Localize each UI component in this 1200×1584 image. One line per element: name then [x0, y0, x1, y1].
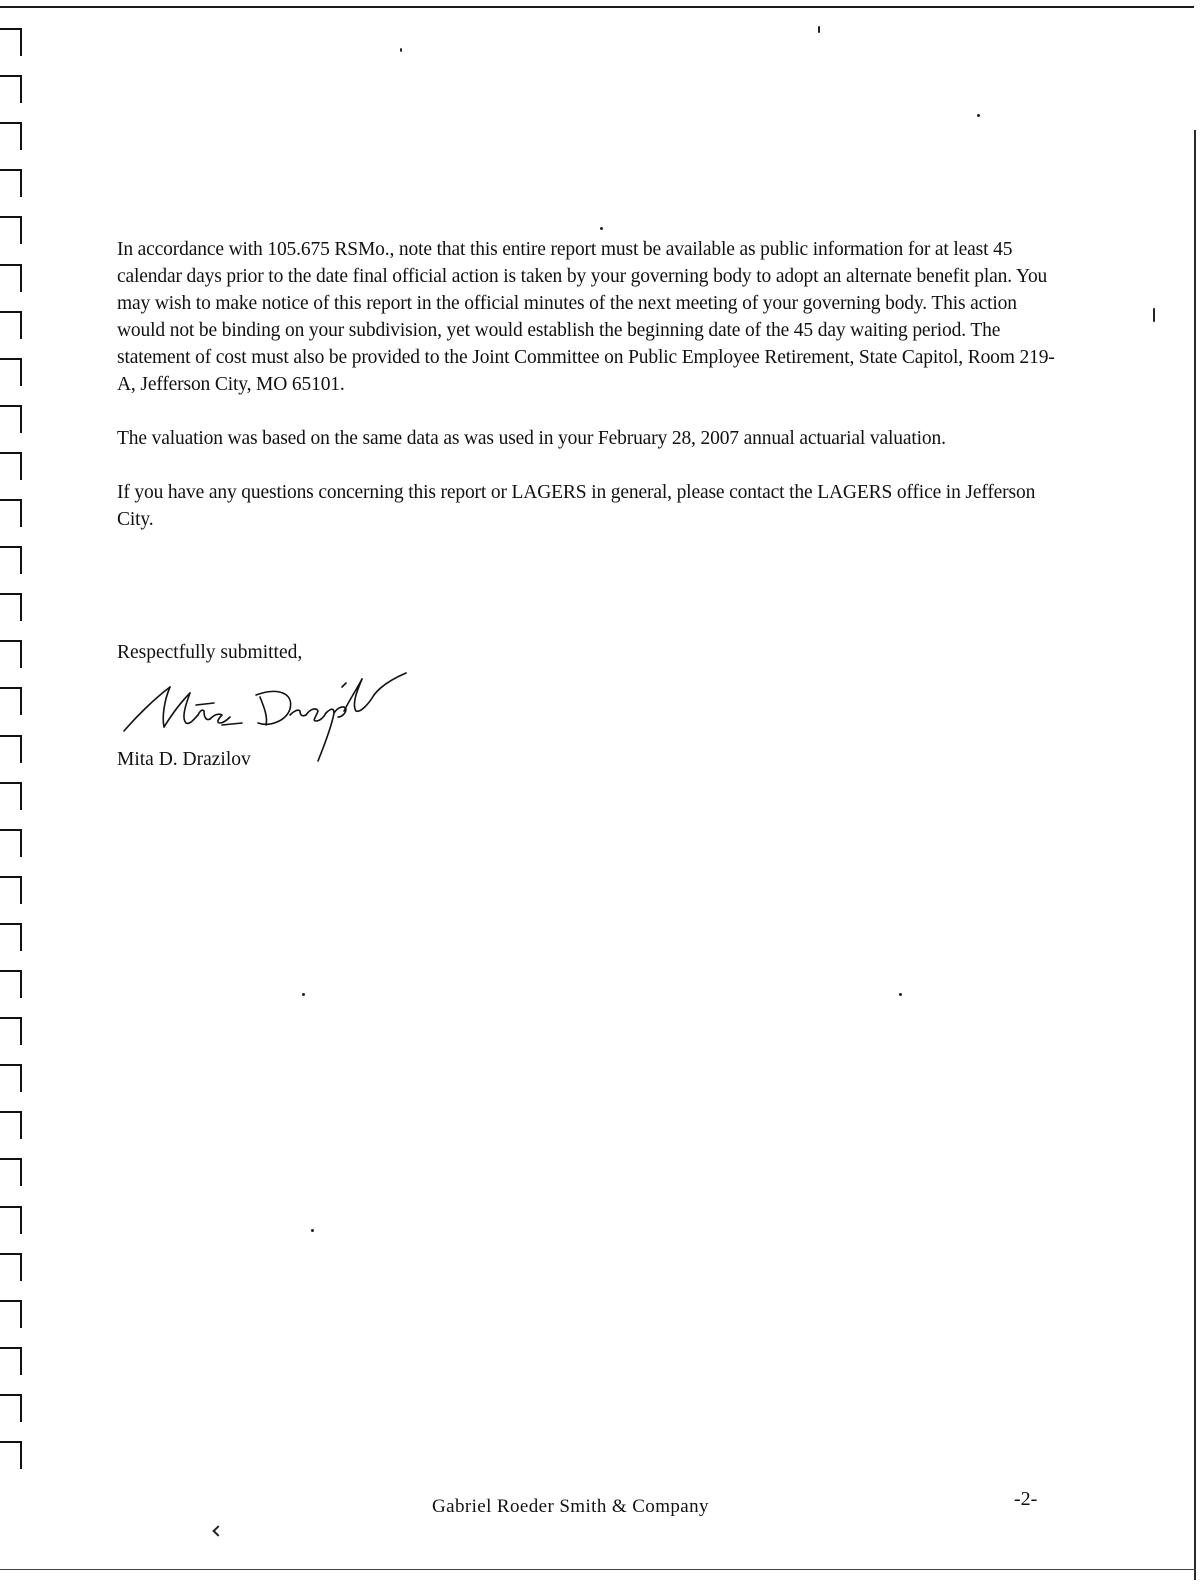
frame-top-edge [0, 6, 1194, 8]
binder-tab [0, 640, 22, 668]
paragraph-public-notice: In accordance with 105.675 RSMo., note that this entire report must be available as public information for at least 45 calendar days prior to the date final official action is taken by your governing body to adopt an alternate benefit plan. You may wish to make notice of this report in the official minutes of the next meeting of your governing body. This action would not be binding on your subdivision, yet would establish the beginning date of the 45 day waiting period. The statement of cost must also be provided to the Joint Committee on Public Employee Retirement, State Capitol, Room 219-A, Jefferson City, MO 65101. [117, 239, 1055, 395]
binder-tab [0, 499, 22, 527]
page-number: -2- [1014, 1488, 1038, 1510]
binder-tab [0, 169, 22, 197]
signer-name: Mita D. Drazilov [117, 749, 251, 770]
binder-tab [0, 970, 22, 998]
binder-tab [0, 829, 22, 857]
binder-tab [0, 1394, 22, 1422]
binder-tab [0, 546, 22, 574]
letter-body [117, 236, 1057, 560]
binder-tab [0, 405, 22, 433]
paragraph-contact: If you have any questions concerning this report or LAGERS in general, please contact the LAGERS office in Jefferson City. [117, 482, 1036, 530]
binder-tab [0, 782, 22, 810]
scan-speck [600, 227, 603, 230]
binder-tab [0, 358, 22, 386]
binder-tab [0, 1158, 22, 1186]
binder-tab [0, 1206, 22, 1234]
scan-speck [400, 48, 402, 52]
binder-tab [0, 75, 22, 103]
binder-tab [0, 687, 22, 715]
binder-tab [0, 1064, 22, 1092]
binder-tab [0, 1253, 22, 1281]
binder-tab [0, 1347, 22, 1375]
closing-salutation: Respectfully submitted, [117, 642, 303, 663]
scan-speck [899, 993, 902, 996]
scan-speck [1153, 308, 1155, 322]
scan-speck [302, 993, 305, 996]
scan-speck [818, 26, 820, 33]
binder-tab [0, 1017, 22, 1045]
binder-tab [0, 1111, 22, 1139]
binder-tab [0, 122, 22, 150]
binder-tab [0, 216, 22, 244]
scan-speck [212, 1525, 223, 1536]
binder-tab [0, 593, 22, 621]
scan-speck [977, 114, 980, 117]
binder-tab [0, 452, 22, 480]
paragraph-valuation-data: The valuation was based on the same data as was used in your February 28, 2007 annual actuarial valuation. [117, 428, 946, 449]
binder-tab [0, 923, 22, 951]
binder-tab [0, 311, 22, 339]
binder-tab [0, 1441, 22, 1469]
binder-tab [0, 876, 22, 904]
binder-tab [0, 735, 22, 763]
binder-tab [0, 264, 22, 292]
binder-tab [0, 1300, 22, 1328]
frame-bottom-edge [0, 1569, 1196, 1570]
binder-tab [0, 28, 22, 56]
footer-company-name: Gabriel Roeder Smith & Company [432, 1496, 709, 1517]
frame-right-edge [1194, 130, 1196, 1580]
scan-speck [311, 1229, 314, 1232]
